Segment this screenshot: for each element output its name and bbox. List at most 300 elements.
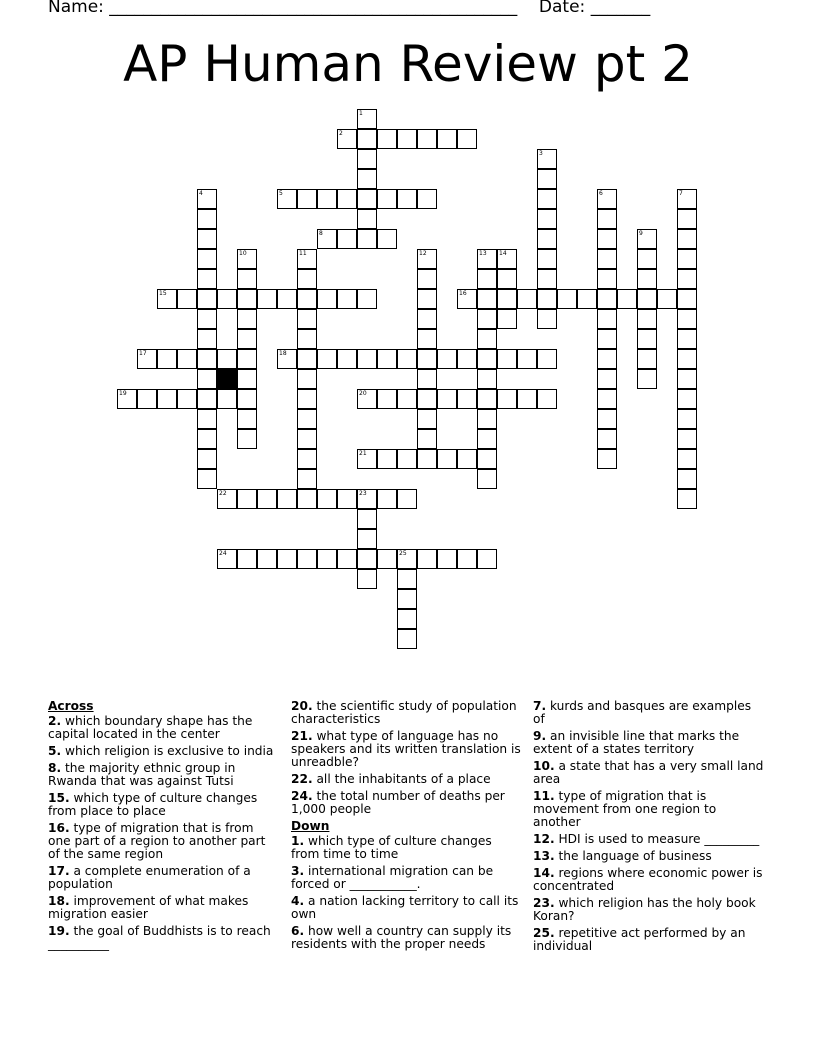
grid-cell[interactable] (337, 549, 357, 569)
clue-item (533, 730, 765, 756)
grid-cell[interactable] (397, 389, 417, 409)
grid-cell[interactable] (357, 129, 377, 149)
clue-number: 4. (291, 894, 305, 908)
grid-cell[interactable] (397, 349, 417, 369)
grid-cell[interactable] (597, 209, 617, 229)
grid-cell[interactable] (377, 349, 397, 369)
cell-number: 10 (239, 250, 247, 257)
grid-cell[interactable] (417, 449, 437, 469)
grid-cell[interactable] (477, 469, 497, 489)
clue-number: 2. (48, 714, 62, 728)
grid-cell[interactable] (357, 289, 377, 309)
grid-cell[interactable] (397, 549, 417, 569)
clue-column-2 (291, 700, 523, 955)
grid-cell[interactable] (677, 449, 697, 469)
grid-cell[interactable] (637, 329, 657, 349)
grid-cell[interactable] (457, 389, 477, 409)
clue-number: 21. (291, 729, 313, 743)
grid-cell[interactable] (377, 449, 397, 469)
clue-text: which type of culture changes from place to place (48, 791, 258, 818)
grid-cell[interactable] (397, 629, 417, 649)
grid-cell[interactable] (137, 349, 157, 369)
cell-number: 24 (219, 550, 227, 557)
grid-cell[interactable] (497, 289, 517, 309)
clue-item (533, 700, 765, 726)
cell-number: 21 (359, 450, 367, 457)
clue-text: regions where economic power is concentrated (533, 866, 763, 893)
grid-cell[interactable] (277, 549, 297, 569)
grid-cell[interactable] (537, 389, 557, 409)
cell-number: 23 (359, 490, 367, 497)
clue-number: 3. (291, 864, 305, 878)
clue-number: 13. (533, 849, 555, 863)
grid-cell[interactable] (297, 429, 317, 449)
grid-cell[interactable] (537, 289, 557, 309)
grid-cell[interactable] (197, 429, 217, 449)
grid-cell[interactable] (597, 389, 617, 409)
grid-cell[interactable] (237, 369, 257, 389)
grid-cell[interactable] (457, 449, 477, 469)
grid-cell[interactable] (537, 349, 557, 369)
grid-cell[interactable] (417, 549, 437, 569)
grid-cell[interactable] (397, 449, 417, 469)
grid-cell[interactable] (217, 549, 237, 569)
grid-cell[interactable] (497, 269, 517, 289)
grid-cell[interactable] (317, 229, 337, 249)
grid-cell[interactable] (537, 269, 557, 289)
grid-cell[interactable] (677, 489, 697, 509)
grid-cell[interactable] (177, 349, 197, 369)
grid-cell[interactable] (397, 489, 417, 509)
grid-cell[interactable] (237, 289, 257, 309)
grid-cell[interactable] (417, 249, 437, 269)
clue-item (533, 850, 765, 863)
clue-text: what type of language has no speakers and its written translation is unreadble? (291, 729, 521, 769)
clue-item (533, 897, 765, 923)
clue-text: the language of business (558, 849, 712, 863)
grid-cell[interactable] (237, 329, 257, 349)
grid-cell[interactable] (197, 209, 217, 229)
grid-cell[interactable] (477, 249, 497, 269)
clue-text: the goal of Buddhists is to reach __________ (48, 924, 271, 951)
clue-number: 16. (48, 821, 70, 835)
clue-item (291, 730, 523, 769)
grid-cell[interactable] (537, 249, 557, 269)
cell-number: 7 (679, 190, 683, 197)
clue-number: 6. (291, 924, 305, 938)
grid-cell[interactable] (297, 409, 317, 429)
grid-cell[interactable] (377, 129, 397, 149)
grid-cell[interactable] (637, 309, 657, 329)
grid-cell[interactable] (357, 109, 377, 129)
grid-cell[interactable] (477, 409, 497, 429)
clue-text: the majority ethnic group in Rwanda that was against Tutsi (48, 761, 236, 788)
grid-cell[interactable] (597, 369, 617, 389)
grid-cell[interactable] (477, 549, 497, 569)
grid-cell[interactable] (357, 529, 377, 549)
grid-cell[interactable] (677, 269, 697, 289)
grid-cell[interactable] (497, 389, 517, 409)
grid-cell[interactable] (237, 429, 257, 449)
grid-cell[interactable] (337, 229, 357, 249)
grid-cell[interactable] (677, 229, 697, 249)
grid-cell[interactable] (477, 309, 497, 329)
grid-cell[interactable] (637, 229, 657, 249)
grid-cell[interactable] (377, 189, 397, 209)
grid-cell[interactable] (197, 449, 217, 469)
grid-cell[interactable] (357, 509, 377, 529)
grid-cell[interactable] (237, 389, 257, 409)
clue-column-3 (533, 700, 765, 957)
grid-cell[interactable] (157, 389, 177, 409)
clue-text: the total number of deaths per 1,000 people (291, 789, 505, 816)
cell-number: 4 (199, 190, 203, 197)
grid-cell[interactable] (337, 129, 357, 149)
cell-number: 22 (219, 490, 227, 497)
grid-cell[interactable] (357, 209, 377, 229)
grid-cell[interactable] (517, 289, 537, 309)
clue-text: which religion is exclusive to india (65, 744, 274, 758)
grid-cell[interactable] (297, 469, 317, 489)
clue-item (48, 792, 280, 818)
cell-number: 12 (419, 250, 427, 257)
grid-cell[interactable] (197, 349, 217, 369)
grid-cell[interactable] (677, 249, 697, 269)
clue-number: 11. (533, 789, 555, 803)
grid-cell[interactable] (197, 309, 217, 329)
grid-cell[interactable] (677, 189, 697, 209)
clue-number: 5. (48, 744, 62, 758)
grid-cell[interactable] (517, 389, 537, 409)
grid-cell[interactable] (677, 209, 697, 229)
grid-cell[interactable] (197, 469, 217, 489)
clue-number: 23. (533, 896, 555, 910)
cell-number: 6 (599, 190, 603, 197)
clue-text: the scientific study of population characteristics (291, 699, 517, 726)
grid-cell[interactable] (457, 549, 477, 569)
grid-cell[interactable] (317, 189, 337, 209)
grid-cell[interactable] (597, 429, 617, 449)
grid-cell[interactable] (197, 269, 217, 289)
clue-text: repetitive act performed by an individual (533, 926, 746, 953)
grid-cell[interactable] (317, 549, 337, 569)
clue-item (291, 790, 523, 816)
grid-cell[interactable] (437, 449, 457, 469)
grid-cell[interactable] (277, 489, 297, 509)
grid-cell[interactable] (637, 369, 657, 389)
grid-cell[interactable] (157, 289, 177, 309)
clue-number: 15. (48, 791, 70, 805)
date-blank[interactable]: _______ (590, 0, 651, 17)
grid-cell[interactable] (417, 409, 437, 429)
grid-cell[interactable] (417, 289, 437, 309)
grid-cell[interactable] (297, 349, 317, 369)
grid-cell[interactable] (657, 289, 677, 309)
grid-cell[interactable] (537, 149, 557, 169)
cell-number: 5 (279, 190, 283, 197)
grid-cell[interactable] (677, 329, 697, 349)
grid-cell[interactable] (597, 409, 617, 429)
grid-cell[interactable] (337, 289, 357, 309)
page-title: AP Human Review pt 2 (123, 35, 693, 93)
grid-cell[interactable] (417, 329, 437, 349)
grid-cell[interactable] (217, 289, 237, 309)
grid-cell[interactable] (297, 389, 317, 409)
grid-cell[interactable] (437, 349, 457, 369)
grid-cell[interactable] (597, 349, 617, 369)
grid-cell[interactable] (357, 229, 377, 249)
clue-item (533, 833, 765, 846)
grid-cell[interactable] (377, 489, 397, 509)
grid-cell[interactable] (237, 549, 257, 569)
grid-cell[interactable] (297, 489, 317, 509)
grid-cell[interactable] (137, 389, 157, 409)
grid-cell[interactable] (417, 269, 437, 289)
grid-cell[interactable] (197, 289, 217, 309)
grid-cell[interactable] (637, 249, 657, 269)
grid-cell[interactable] (397, 589, 417, 609)
clue-column-1 (48, 700, 280, 955)
cell-number: 13 (479, 250, 487, 257)
grid-cell[interactable] (197, 389, 217, 409)
grid-cell[interactable] (537, 169, 557, 189)
grid-cell[interactable] (437, 129, 457, 149)
grid-cell[interactable] (377, 549, 397, 569)
grid-cell[interactable] (297, 189, 317, 209)
grid-cell[interactable] (257, 549, 277, 569)
clue-item (48, 925, 280, 951)
grid-cell[interactable] (237, 349, 257, 369)
clue-number: 20. (291, 699, 313, 713)
grid-cell[interactable] (477, 349, 497, 369)
cell-number: 17 (139, 350, 147, 357)
grid-cell[interactable] (297, 309, 317, 329)
grid-cell[interactable] (357, 389, 377, 409)
grid-cell[interactable] (337, 489, 357, 509)
clue-number: 17. (48, 864, 70, 878)
grid-cell[interactable] (557, 289, 577, 309)
grid-cell[interactable] (197, 229, 217, 249)
grid-cell[interactable] (677, 289, 697, 309)
grid-cell[interactable] (257, 489, 277, 509)
grid-cell[interactable] (417, 429, 437, 449)
grid-cell[interactable] (337, 349, 357, 369)
grid-cell[interactable] (417, 389, 437, 409)
cell-number: 1 (359, 110, 363, 117)
grid-cell[interactable] (357, 569, 377, 589)
grid-cell[interactable] (417, 129, 437, 149)
grid-cell[interactable] (237, 489, 257, 509)
grid-cell[interactable] (237, 409, 257, 429)
grid-cell[interactable] (237, 309, 257, 329)
cell-number: 2 (339, 130, 343, 137)
clue-text: a nation lacking territory to call its own (291, 894, 519, 921)
grid-cell[interactable] (477, 329, 497, 349)
clue-text: which type of culture changes from time to time (291, 834, 492, 861)
grid-cell[interactable] (677, 309, 697, 329)
clue-text: improvement of what makes migration easier (48, 894, 249, 921)
grid-cell[interactable] (437, 389, 457, 409)
grid-cell[interactable] (197, 329, 217, 349)
grid-cell[interactable] (477, 289, 497, 309)
grid-cell[interactable] (477, 269, 497, 289)
clue-item (48, 822, 280, 861)
grid-cell[interactable] (217, 389, 237, 409)
grid-cell[interactable] (297, 249, 317, 269)
clue-text: a state that has a very small land area (533, 759, 764, 786)
grid-cell[interactable] (357, 149, 377, 169)
grid-cell[interactable] (397, 609, 417, 629)
grid-cell[interactable] (617, 289, 637, 309)
grid-cell[interactable] (437, 549, 457, 569)
grid-cell[interactable] (357, 489, 377, 509)
grid-cell[interactable] (397, 189, 417, 209)
grid-cell[interactable] (297, 369, 317, 389)
grid-cell[interactable] (377, 229, 397, 249)
clue-item (48, 895, 280, 921)
clue-text: kurds and basques are examples of (533, 699, 752, 726)
grid-cell[interactable] (177, 389, 197, 409)
name-label: Name: (48, 0, 104, 17)
grid-cell[interactable] (417, 369, 437, 389)
cell-number: 3 (539, 150, 543, 157)
grid-cell[interactable] (297, 289, 317, 309)
grid-cell[interactable] (357, 169, 377, 189)
clue-number: 1. (291, 834, 305, 848)
grid-cell[interactable] (397, 129, 417, 149)
grid-cell[interactable] (477, 449, 497, 469)
cell-number: 25 (399, 550, 407, 557)
clue-item (533, 790, 765, 829)
grid-cell[interactable] (677, 369, 697, 389)
grid-cell[interactable] (457, 129, 477, 149)
clue-item (291, 925, 523, 951)
grid-cell[interactable] (357, 449, 377, 469)
grid-cell[interactable] (477, 369, 497, 389)
clue-number: 14. (533, 866, 555, 880)
grid-cell[interactable] (677, 389, 697, 409)
clue-item (291, 865, 523, 891)
grid-cell[interactable] (517, 349, 537, 369)
grid-cell[interactable] (317, 289, 337, 309)
clue-text: international migration can be forced or ___________. (291, 864, 494, 891)
clue-text: how well a country can supply its residents with the proper needs (291, 924, 512, 951)
grid-cell[interactable] (537, 229, 557, 249)
grid-cell[interactable] (317, 489, 337, 509)
grid-cell[interactable] (497, 349, 517, 369)
grid-cell[interactable] (417, 309, 437, 329)
grid-cell[interactable] (237, 269, 257, 289)
grid-cell[interactable] (497, 249, 517, 269)
grid-cell[interactable] (597, 449, 617, 469)
grid-cell[interactable] (677, 409, 697, 429)
grid-cell[interactable] (357, 549, 377, 569)
clue-item (533, 760, 765, 786)
clue-text: HDI is used to measure _________ (558, 832, 760, 846)
grid-cell[interactable] (257, 289, 277, 309)
across-heading: Across (48, 699, 94, 713)
grid-cell[interactable] (677, 429, 697, 449)
grid-cell[interactable] (597, 309, 617, 329)
grid-cell[interactable] (197, 369, 217, 389)
grid-cell[interactable] (417, 349, 437, 369)
grid-cell[interactable] (637, 289, 657, 309)
grid-cell[interactable] (297, 329, 317, 349)
clue-text: which boundary shape has the capital located in the center (48, 714, 253, 741)
grid-cell[interactable] (357, 189, 377, 209)
grid-cell[interactable] (217, 349, 237, 369)
clue-text: a complete enumeration of a population (48, 864, 251, 891)
grid-cell[interactable] (177, 289, 197, 309)
grid-cell[interactable] (277, 189, 297, 209)
clue-number: 25. (533, 926, 555, 940)
grid-cell[interactable] (597, 269, 617, 289)
cell-number: 20 (359, 390, 367, 397)
grid-cell[interactable] (457, 289, 477, 309)
cell-number: 15 (159, 290, 167, 297)
cell-number: 8 (319, 230, 323, 237)
name-blank[interactable]: ________________________________________________ (109, 0, 518, 17)
grid-cell[interactable] (677, 349, 697, 369)
grid-cell[interactable] (197, 409, 217, 429)
grid-cell[interactable] (597, 249, 617, 269)
grid-cell[interactable] (317, 349, 337, 369)
grid-cell[interactable] (277, 289, 297, 309)
grid-cell[interactable] (497, 309, 517, 329)
cell-number: 11 (299, 250, 307, 257)
grid-cell[interactable] (217, 489, 237, 509)
clue-number: 18. (48, 894, 70, 908)
grid-cell[interactable] (597, 229, 617, 249)
grid-cell[interactable] (297, 269, 317, 289)
clue-item (291, 895, 523, 921)
grid-cell[interactable] (677, 469, 697, 489)
clue-item (533, 927, 765, 953)
grid-cell[interactable] (117, 389, 137, 409)
grid-cell[interactable] (357, 349, 377, 369)
grid-cell[interactable] (197, 249, 217, 269)
clue-number: 8. (48, 761, 62, 775)
grid-cell[interactable] (297, 549, 317, 569)
grid-cell[interactable] (377, 389, 397, 409)
grid-cell[interactable] (637, 269, 657, 289)
grid-cell[interactable] (597, 329, 617, 349)
grid-cell[interactable] (597, 189, 617, 209)
grid-cell[interactable] (457, 349, 477, 369)
clue-text: type of migration that is movement from one region to another (533, 789, 717, 829)
grid-cell[interactable] (297, 449, 317, 469)
grid-cell[interactable] (277, 349, 297, 369)
clue-number: 7. (533, 699, 547, 713)
grid-cell[interactable] (537, 209, 557, 229)
clue-item (48, 762, 280, 788)
grid-cell[interactable] (477, 389, 497, 409)
grid-cell[interactable] (237, 249, 257, 269)
grid-cell[interactable] (537, 309, 557, 329)
clue-item (48, 745, 280, 758)
grid-cell[interactable] (337, 189, 357, 209)
grid-cell[interactable] (397, 569, 417, 589)
grid-cell[interactable] (417, 189, 437, 209)
grid-cell[interactable] (577, 289, 597, 309)
grid-cell[interactable] (477, 429, 497, 449)
grid-cell[interactable] (157, 349, 177, 369)
clue-text: type of migration that is from one part of a region to another part of the same region (48, 821, 266, 861)
grid-cell[interactable] (537, 189, 557, 209)
grid-cell[interactable] (197, 189, 217, 209)
grid-cell[interactable] (637, 349, 657, 369)
grid-cell[interactable] (597, 289, 617, 309)
